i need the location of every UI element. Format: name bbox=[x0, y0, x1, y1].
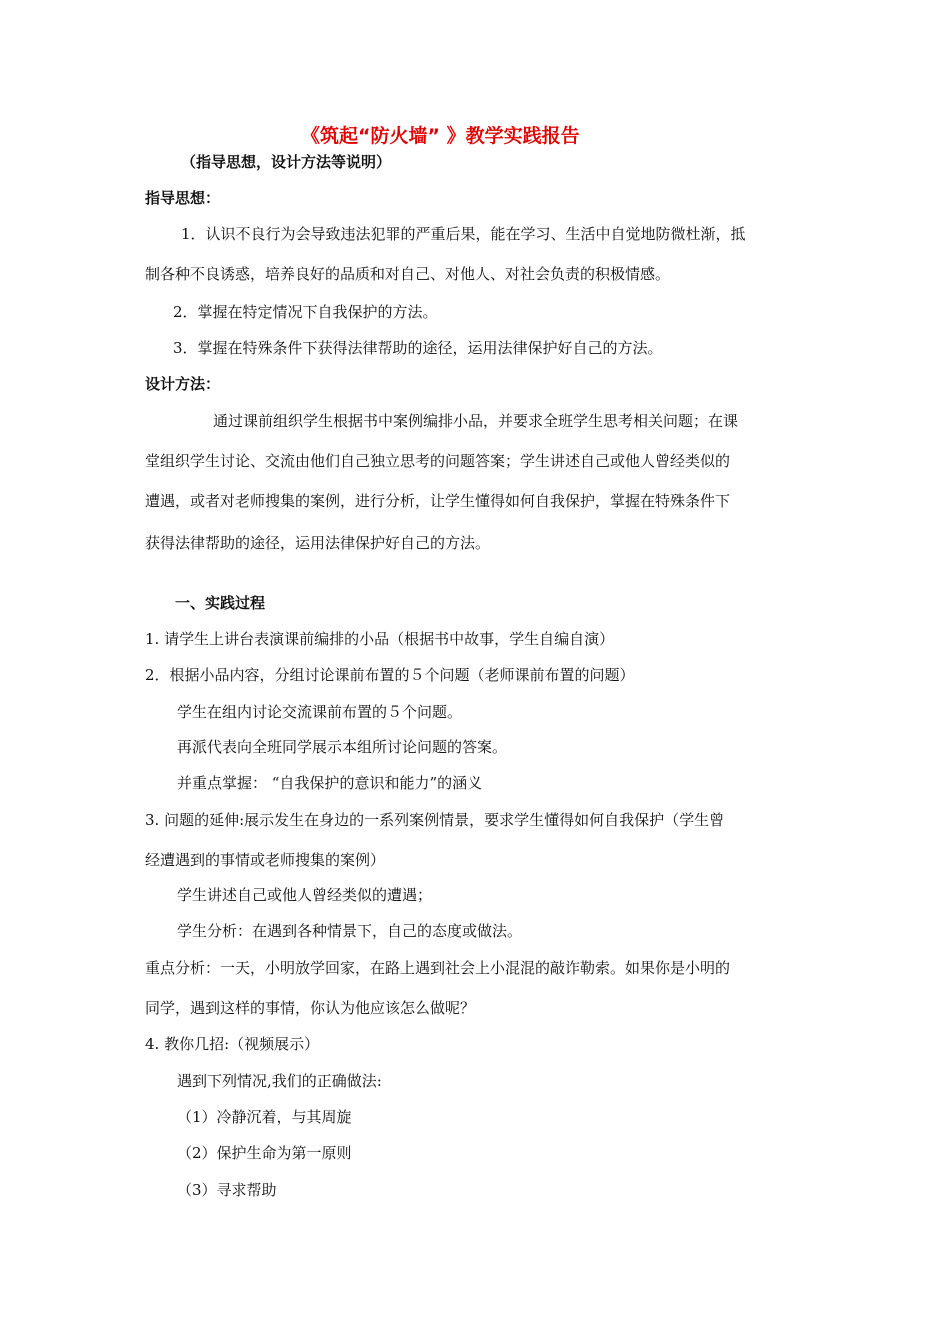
process-step-1: 1. 请学生上讲台表演课前编排的小品（根据书中故事，学生自编自演） bbox=[145, 630, 615, 648]
document-title: 《筑起“防火墙” 》教学实践报告 bbox=[301, 125, 580, 147]
design-line: 通过课前组织学生根据书中案例编排小品，并要求全班学生思考相关问题；在课 bbox=[213, 412, 739, 430]
guiding-item-1-cont: 制各种不良诱惑，培养良好的品质和对自己、对他人、对社会负责的积极情感。 bbox=[145, 265, 671, 283]
document-subtitle: （指导思想，设计方法等说明） bbox=[181, 153, 392, 171]
guiding-item-2: 2．掌握在特定情况下自我保护的方法。 bbox=[173, 303, 438, 321]
process-step-2: 2．根据小品内容，分组讨论课前布置的５个问题（老师课前布置的问题） bbox=[145, 666, 635, 684]
process-step-4: 4. 教你几招:（视频展示） bbox=[145, 1035, 320, 1053]
guiding-heading: 指导思想： bbox=[145, 189, 221, 207]
process-step-3-detail: 学生讲述自己或他人曾经类似的遭遇； bbox=[177, 886, 433, 904]
guiding-item-1: 1．认识不良行为会导致违法犯罪的严重后果，能在学习、生活中自觉地防微杜渐，抵 bbox=[181, 225, 746, 243]
process-step-2-detail: 再派代表向全班同学展示本组所讨论问题的答案。 bbox=[177, 738, 508, 756]
process-heading: 一、实践过程 bbox=[175, 594, 266, 612]
tip-item: （2）保护生命为第一原则 bbox=[177, 1144, 352, 1162]
tip-item: （1）冷静沉着，与其周旋 bbox=[177, 1108, 352, 1126]
design-line: 堂组织学生讨论、交流由他们自己独立思考的问题答案；学生讲述自己或他人曾经类似的 bbox=[145, 452, 731, 470]
process-step-3-detail: 学生分析：在遇到各种情景下，自己的态度或做法。 bbox=[177, 922, 523, 940]
design-line: 遭遇，或者对老师搜集的案例，进行分析，让学生懂得如何自我保护，掌握在特殊条件下 bbox=[145, 492, 731, 510]
process-step-3: 3. 问题的延伸:展示发生在身边的一系列案例情景，要求学生懂得如何自我保护（学生曾 bbox=[145, 811, 725, 829]
process-step-4-detail: 遇到下列情况,我们的正确做法: bbox=[177, 1072, 382, 1090]
process-step-3-cont: 经遭遇到的事情或老师搜集的案例） bbox=[145, 851, 386, 869]
process-step-2-detail: 学生在组内讨论交流课前布置的５个问题。 bbox=[177, 703, 463, 721]
focus-analysis-cont: 同学，遇到这样的事情，你认为他应该怎么做呢？ bbox=[145, 999, 476, 1017]
focus-analysis: 重点分析：一天，小明放学回家，在路上遇到社会上小混混的敲诈勒索。如果你是小明的 bbox=[145, 959, 731, 977]
tip-item: （3）寻求帮助 bbox=[177, 1181, 277, 1199]
design-heading: 设计方法： bbox=[145, 375, 221, 393]
process-step-2-detail: 并重点掌握： “自我保护的意识和能力”的涵义 bbox=[177, 774, 483, 792]
design-line: 获得法律帮助的途径，运用法律保护好自己的方法。 bbox=[145, 534, 491, 552]
guiding-item-3: 3．掌握在特殊条件下获得法律帮助的途径，运用法律保护好自己的方法。 bbox=[173, 339, 663, 357]
